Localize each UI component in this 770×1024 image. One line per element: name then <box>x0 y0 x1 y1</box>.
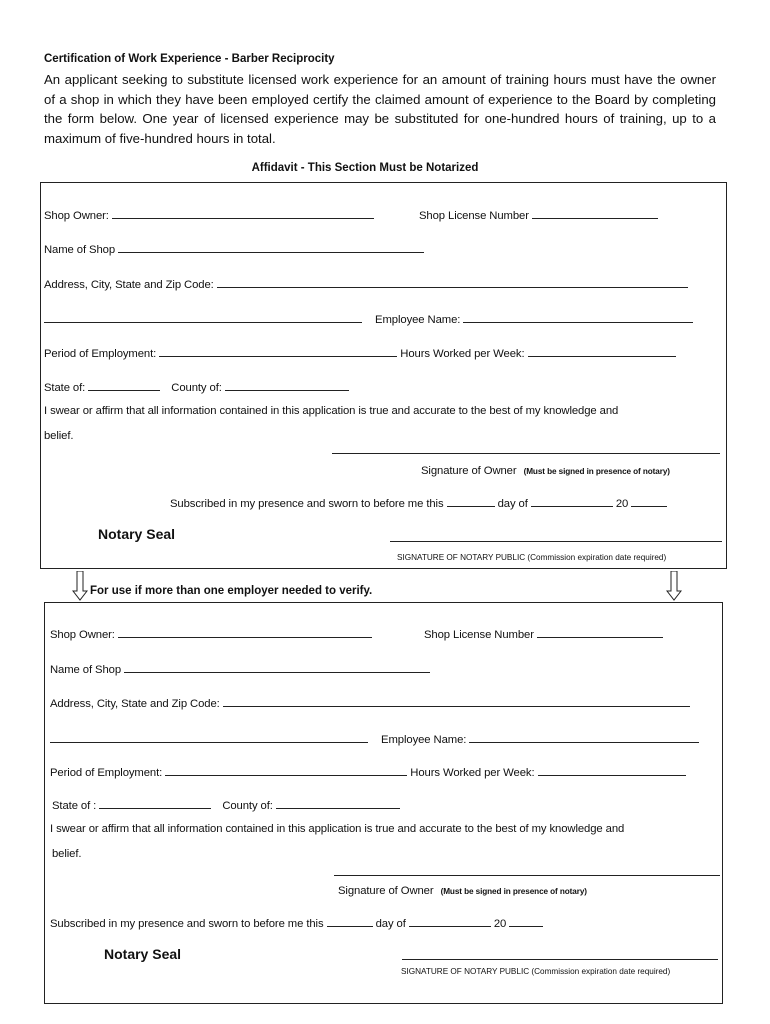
name-of-shop-field[interactable] <box>124 662 430 673</box>
state-field[interactable] <box>88 380 160 391</box>
employee-row-1 <box>44 312 693 326</box>
shop-license-label: Shop License Number <box>419 210 529 222</box>
state-field[interactable] <box>99 798 211 809</box>
notary-signature-field[interactable] <box>402 959 718 960</box>
shop-owner-field[interactable] <box>118 627 372 638</box>
subscribed-row-1 <box>170 496 667 510</box>
shop-owner-label: Shop Owner: <box>50 629 115 641</box>
owner-signature-caption <box>421 465 670 477</box>
period-label: Period of Employment: <box>50 767 163 779</box>
shop-owner-label: Shop Owner: <box>44 210 109 222</box>
oath-line-2: belief. <box>44 430 74 442</box>
oath-line-1: I swear or affirm that all information contained in this application is true and accurate to the best of my knowledge and <box>44 405 619 417</box>
name-of-shop-row-1 <box>44 242 424 256</box>
hours-field[interactable] <box>538 765 686 776</box>
period-row-2 <box>50 765 686 779</box>
county-field[interactable] <box>225 380 349 391</box>
owner-signature-caption <box>338 885 587 897</box>
subscribed-label: Subscribed in my presence and sworn to before me this <box>170 498 444 510</box>
second-form-note: For use if more than one employer needed to verify. <box>90 585 373 597</box>
year-field[interactable] <box>631 496 667 507</box>
county-label: County of: <box>171 382 222 394</box>
name-of-shop-field[interactable] <box>118 242 424 253</box>
signed-presence-note: (Must be signed in presence of notary) <box>523 467 670 476</box>
subscribed-label: Subscribed in my presence and sworn to before me this <box>50 918 324 930</box>
state-label: State of : <box>52 800 97 812</box>
name-of-shop-row-2 <box>50 662 430 676</box>
notary-seal-label: Notary Seal <box>104 946 182 962</box>
shop-owner-row-2 <box>50 627 372 641</box>
notary-seal-label: Notary Seal <box>98 526 176 542</box>
county-label: County of: <box>222 800 273 812</box>
name-of-shop-label: Name of Shop <box>44 244 116 256</box>
employee-row-2 <box>50 732 699 746</box>
day-field[interactable] <box>447 496 495 507</box>
employee-name-label: Employee Name: <box>381 734 467 746</box>
signed-presence-note: (Must be signed in presence of notary) <box>440 887 587 896</box>
notary-signature-caption: SIGNATURE OF NOTARY PUBLIC (Commission expiration date required) <box>397 553 667 562</box>
blank-field[interactable] <box>50 732 368 743</box>
day-of-label: day of <box>375 918 406 930</box>
period-label: Period of Employment: <box>44 348 157 360</box>
year-label: 20 <box>615 498 629 510</box>
affidavit-heading: Affidavit - This Section Must be Notarized <box>251 162 479 174</box>
down-arrow-icon <box>72 571 88 601</box>
notary-signature-field[interactable] <box>390 541 722 542</box>
subscribed-row-2 <box>50 916 543 930</box>
address-field[interactable] <box>223 696 690 707</box>
signature-owner-label: Signature of Owner <box>421 465 517 477</box>
employee-name-field[interactable] <box>463 312 693 323</box>
oath-line-1: I swear or affirm that all information contained in this application is true and accurate to the best of my knowledge and <box>50 823 625 835</box>
year-field[interactable] <box>509 916 543 927</box>
shop-owner-field[interactable] <box>112 208 374 219</box>
hours-label: Hours Worked per Week: <box>400 348 525 360</box>
employee-name-field[interactable] <box>469 732 699 743</box>
shop-license-row-1 <box>419 208 658 222</box>
county-field[interactable] <box>276 798 400 809</box>
intro-paragraph: An applicant seeking to substitute licensed work experience for an amount of training hours must have the owner of a shop in which they have been employed certify the claimed amount of experience to the Board by completing the form below. One year of licensed experience may be substituted for one-hundred hours of training, up to a maximum of five-hundred hours in total. <box>44 72 716 146</box>
month-field[interactable] <box>531 496 613 507</box>
shop-license-row-2 <box>424 627 663 641</box>
state-county-row-1 <box>44 380 349 394</box>
day-field[interactable] <box>327 916 373 927</box>
month-field[interactable] <box>409 916 491 927</box>
day-of-label: day of <box>497 498 528 510</box>
shop-owner-row-1 <box>44 208 374 222</box>
address-label: Address, City, State and Zip Code: <box>44 279 214 291</box>
owner-signature-field[interactable] <box>334 875 720 876</box>
address-field[interactable] <box>217 277 688 288</box>
hours-field[interactable] <box>528 346 676 357</box>
shop-license-field[interactable] <box>537 627 663 638</box>
shop-license-field[interactable] <box>532 208 658 219</box>
period-row-1 <box>44 346 676 360</box>
hours-label: Hours Worked per Week: <box>410 767 535 779</box>
employee-name-label: Employee Name: <box>375 314 461 326</box>
address-row-1 <box>44 277 688 291</box>
period-field[interactable] <box>165 765 407 776</box>
address-label: Address, City, State and Zip Code: <box>50 698 220 710</box>
state-county-row-2 <box>52 798 400 812</box>
notary-signature-caption: SIGNATURE OF NOTARY PUBLIC (Commission expiration date required) <box>401 967 671 976</box>
shop-license-label: Shop License Number <box>424 629 534 641</box>
blank-field[interactable] <box>44 312 362 323</box>
down-arrow-icon <box>666 571 682 601</box>
period-field[interactable] <box>159 346 397 357</box>
oath-line-2: belief. <box>52 848 82 860</box>
form-title: Certification of Work Experience - Barber Reciprocity <box>44 53 335 65</box>
address-row-2 <box>50 696 690 710</box>
state-label: State of: <box>44 382 86 394</box>
owner-signature-field[interactable] <box>332 453 720 454</box>
year-label: 20 <box>493 918 507 930</box>
affidavit-box-1 <box>40 182 727 569</box>
signature-owner-label: Signature of Owner <box>338 885 434 897</box>
name-of-shop-label: Name of Shop <box>50 664 122 676</box>
